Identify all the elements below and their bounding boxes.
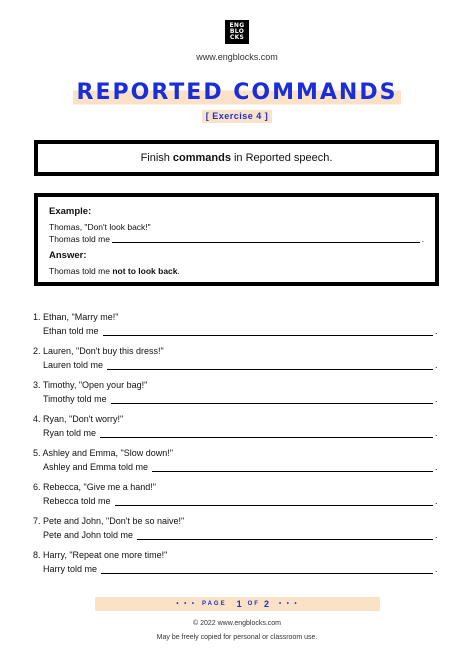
instruction-bold: commands (172, 152, 231, 164)
answer-heading: Answer: (49, 250, 87, 261)
page-title: REPORTED COMMANDS (73, 80, 402, 106)
item-prompt: Ashley and Emma told me (43, 462, 149, 472)
list-item (33, 481, 441, 515)
item-prompt: Pete and John told me (43, 530, 134, 540)
instruction-box (34, 140, 439, 176)
usage-note: May be freely copied for personal or classroom use. (156, 634, 318, 641)
item-answer-row (33, 562, 441, 577)
item-period: . (435, 428, 438, 438)
list-item (33, 345, 441, 379)
list-item (33, 549, 441, 583)
example-heading: Example: (49, 206, 92, 217)
list-item (33, 515, 441, 549)
page-label: PAGE (202, 601, 227, 607)
item-answer-row (33, 494, 441, 509)
item-question: 4. Ryan, "Don't worry!" (33, 414, 124, 424)
example-period: . (421, 234, 424, 244)
item-period: . (435, 564, 438, 574)
answer-post: . (177, 266, 180, 276)
right-dots: • • • (278, 601, 299, 607)
example-blank (112, 235, 420, 243)
item-question: 6. Rebecca, "Give me a hand!" (33, 482, 156, 492)
item-prompt: Ethan told me (43, 326, 99, 336)
list-item (33, 413, 441, 447)
item-question: 2. Lauren, "Don't buy this dress!" (33, 346, 164, 356)
total-pages: 2 (263, 599, 271, 609)
list-item (33, 311, 441, 345)
site-url[interactable]: www.engblocks.com (196, 52, 278, 62)
of-label: OF (247, 601, 260, 607)
copyright: © 2022 www.engblocks.com (192, 620, 282, 627)
current-page: 1 (236, 599, 244, 609)
left-dots: • • • (176, 601, 197, 607)
answer-blank[interactable] (101, 566, 433, 574)
engblocks-logo (225, 20, 249, 44)
logo-line: CKS (229, 34, 245, 41)
answer-blank[interactable] (103, 328, 433, 336)
page-indicator (95, 597, 380, 611)
item-question: 3. Timothy, "Open your bag!" (33, 380, 148, 390)
answer-blank[interactable] (111, 396, 433, 404)
answer-pre: Thomas told me (49, 266, 110, 276)
item-answer-row (33, 426, 441, 441)
example-prompt: Thomas told me (49, 234, 110, 244)
instruction-post: in Reported speech. (233, 152, 333, 164)
example-box (34, 193, 439, 286)
answer-blank[interactable] (107, 362, 433, 370)
item-prompt: Ryan told me (43, 428, 97, 438)
item-prompt: Rebecca told me (43, 496, 111, 506)
item-period: . (435, 530, 438, 540)
list-item (33, 447, 441, 481)
item-answer-row (33, 324, 441, 339)
item-prompt: Lauren told me (43, 360, 104, 370)
item-question: 1. Ethan, "Marry me!" (33, 312, 119, 322)
item-prompt: Timothy told me (43, 394, 107, 404)
example-prompt-row (49, 233, 424, 245)
answer-line (49, 265, 424, 277)
item-period: . (435, 462, 438, 472)
item-period: . (435, 496, 438, 506)
item-answer-row (33, 358, 441, 373)
item-question: 7. Pete and John, "Don't be so naive!" (33, 516, 185, 526)
item-answer-row (33, 528, 441, 543)
example-quote: Thomas, "Don't look back!" (49, 222, 151, 232)
item-answer-row (33, 460, 441, 475)
item-prompt: Harry told me (43, 564, 98, 574)
answer-blank[interactable] (152, 464, 433, 472)
answer-blank[interactable] (100, 430, 433, 438)
answer-bold: not to look back (112, 266, 178, 276)
item-question: 5. Ashley and Emma, "Slow down!" (33, 448, 173, 458)
answer-blank[interactable] (115, 498, 433, 506)
logo-line: BLO (229, 28, 245, 35)
item-period: . (435, 360, 438, 370)
exercise-label: [ Exercise 4 ] (202, 110, 273, 123)
list-item (33, 379, 441, 413)
item-answer-row (33, 392, 441, 407)
exercise-items (33, 311, 441, 583)
instruction-pre: Finish (140, 152, 170, 164)
answer-blank[interactable] (137, 532, 433, 540)
logo-line: ENG (229, 22, 245, 29)
item-period: . (435, 394, 438, 404)
item-question: 8. Harry, "Repeat one more time!" (33, 550, 168, 560)
item-period: . (435, 326, 438, 336)
